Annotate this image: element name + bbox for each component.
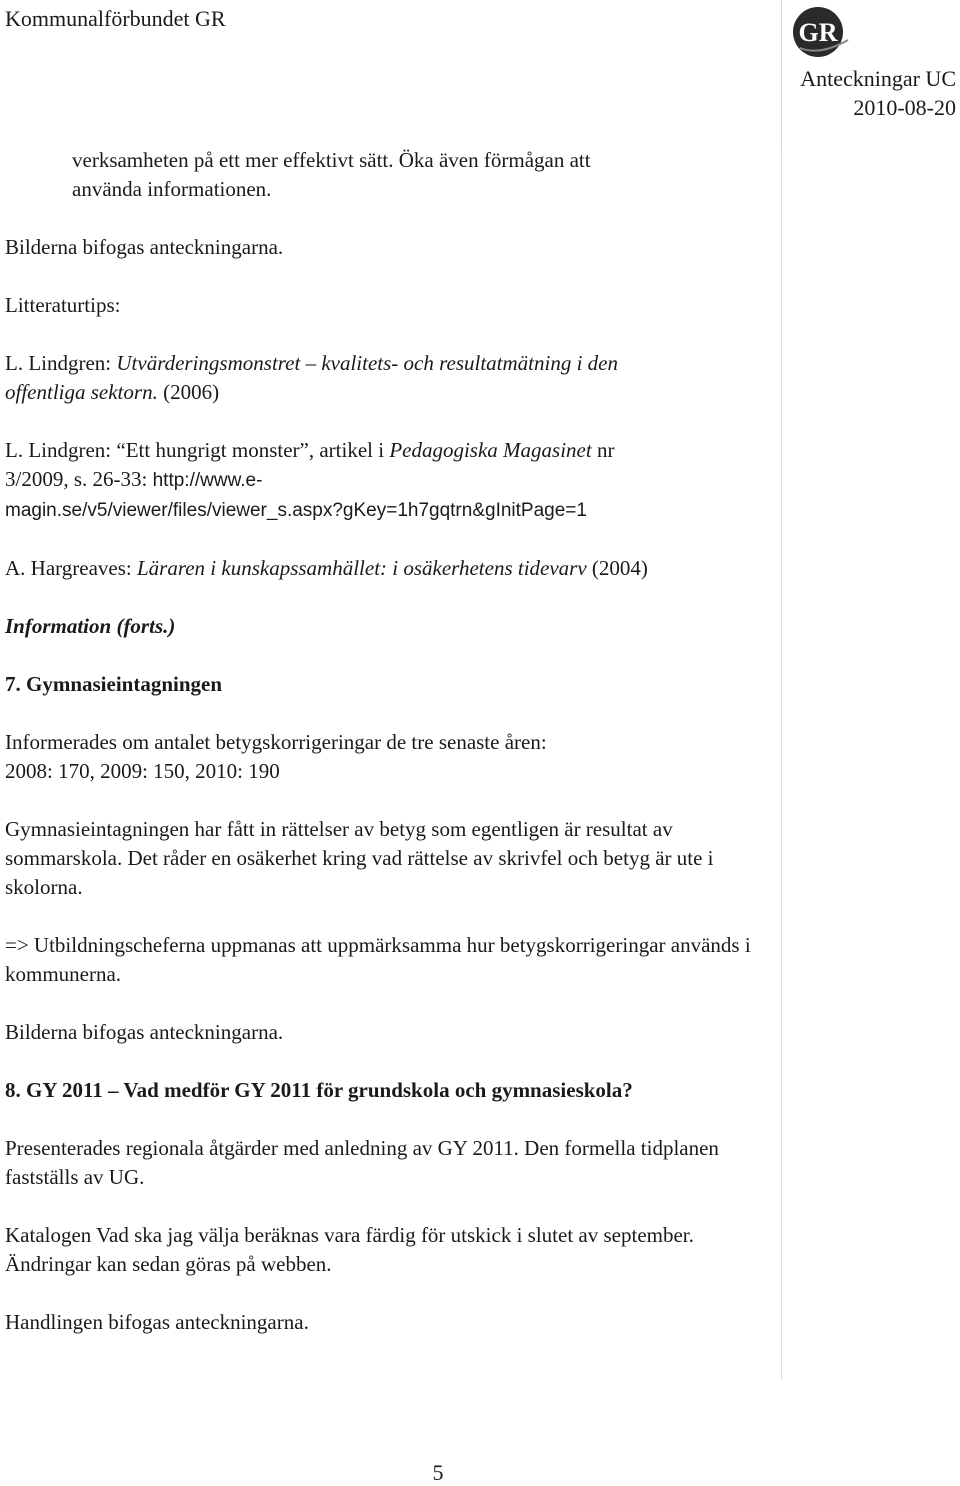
paragraph: Bilderna bifogas anteckningarna. <box>5 235 284 259</box>
svg-text:GR: GR <box>798 18 838 47</box>
document-title: Anteckningar UC <box>800 66 956 91</box>
paragraph: Katalogen Vad ska jag välja beräknas vara färdig för utskick i slutet av september. Ändringar kan sedan göras på webben. <box>5 1223 694 1276</box>
page-number: 5 <box>432 1460 444 1485</box>
paragraph: Litteraturtips: <box>5 293 121 317</box>
paragraph: => Utbildningscheferna uppmanas att uppmärksamma hur betygskorrigeringar används i kommunerna. <box>5 933 751 986</box>
paragraph: Presenterades regionala åtgärder med anledning av GY 2011. Den formella tidplanen fastställs av UG. <box>5 1136 719 1189</box>
paragraph: Handlingen bifogas anteckningarna. <box>5 1310 309 1334</box>
reference-1: L. Lindgren: Utvärderingsmonstret – kvalitets- och resultatmätning i den offentliga sektorn. (2006) <box>5 351 618 404</box>
paragraph: Bilderna bifogas anteckningarna. <box>5 1020 284 1044</box>
margin-rule-top <box>781 0 782 150</box>
paragraph: Informerades om antalet betygskorrigeringar de tre senaste åren: 2008: 170, 2009: 150, 2010: 190 <box>5 730 547 783</box>
organization-name: Kommunalförbundet GR <box>5 6 226 31</box>
document-body <box>5 146 775 1337</box>
section-heading: Information (forts.) <box>5 614 176 638</box>
paragraph: verksamheten på ett mer effektivt sätt. Öka även förmågan att använda informationen. <box>72 148 591 201</box>
gr-logo <box>790 4 854 60</box>
reference-3: A. Hargreaves: Läraren i kunskapssamhället: i osäkerhetens tidevarv (2004) <box>5 556 648 580</box>
item-heading-7: 7. Gymnasieintagningen <box>5 672 223 696</box>
margin-rule <box>781 150 782 1380</box>
item-heading-8: 8. GY 2011 – Vad medför GY 2011 för grundskola och gymnasieskola? <box>5 1078 633 1102</box>
document-date: 2010-08-20 <box>853 95 956 120</box>
header-meta <box>800 64 956 122</box>
reference-link[interactable]: http://www.e- magin.se/v5/viewer/files/viewer_s.aspx?gKey=1h7gqtrn&gInitPage=1 <box>5 470 587 521</box>
paragraph: Gymnasieintagningen har fått in rättelser av betyg som egentligen är resultat av sommarskola. Det råder en osäkerhet kring vad rättelse av skrivfel och betyg är ute i skolorna. <box>5 817 714 899</box>
reference-2: L. Lindgren: “Ett hungrigt monster”, artikel i Pedagogiska Magasinet nr 3/2009, s. 26-33: http://www.e- magin.se/v5/viewer/files/viewer_s.aspx?gKey=1h7gqtrn&gInitPage=1 <box>5 438 615 521</box>
